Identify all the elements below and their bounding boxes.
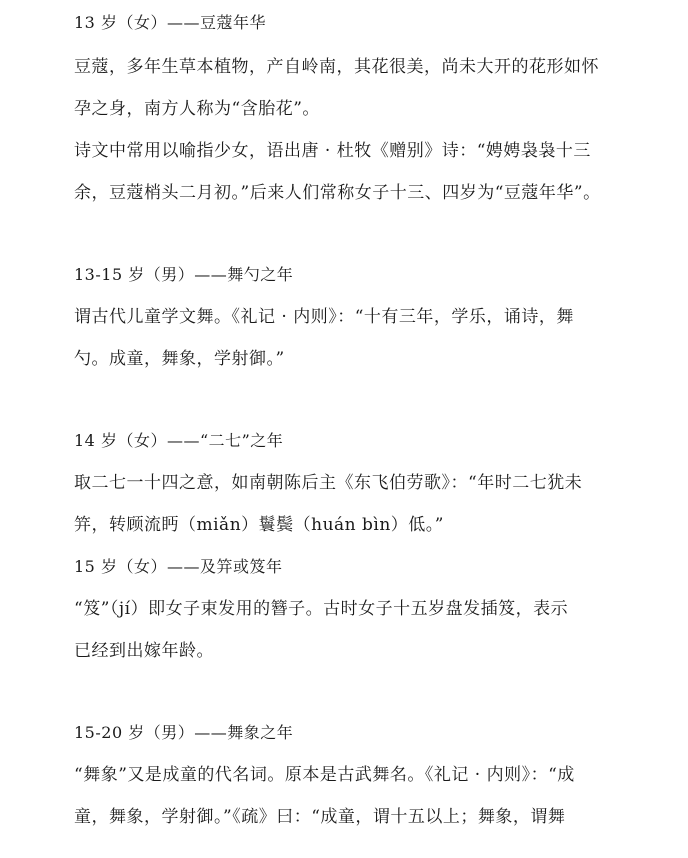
paragraph-line: 豆蔻，多年生草本植物，产自岭南，其花很美，尚未大开的花形如怀: [74, 57, 599, 77]
paragraph-line: 余，豆蔻梢头二月初。”后来人们常称女子十三、四岁为“豆蔻年华”。: [74, 183, 601, 203]
paragraph-line: “舞象”又是成童的代名词。原本是古武舞名。《礼记 · 内则》：“成: [74, 765, 575, 785]
paragraph-line: 取二七一十四之意，如南朝陈后主《东飞伯劳歌》：“年时二七犹未: [74, 473, 583, 493]
section-heading: 15 岁（女）——及笄或笈年: [74, 557, 283, 576]
paragraph-line: 孕之身，南方人称为“含胎花”。: [74, 99, 320, 119]
section-heading: 15-20 岁（男）——舞象之年: [74, 723, 294, 742]
section-heading: 13-15 岁（男）——舞勺之年: [74, 265, 294, 284]
paragraph-line: 笄，转顾流眄（miǎn）鬟鬓（huán bìn）低。”: [74, 515, 444, 535]
paragraph-line: 童，舞象，学射御。”《疏》曰：“成童，谓十五以上；舞象，谓舞: [74, 807, 566, 827]
paragraph-line: 谓古代儿童学文舞。《礼记 · 内则》：“十有三年，学乐，诵诗，舞: [74, 307, 574, 327]
paragraph-line: 诗文中常用以喻指少女，语出唐 · 杜牧《赠别》诗：“娉娉袅袅十三: [74, 141, 591, 161]
paragraph-line: 已经到出嫁年龄。: [74, 641, 214, 661]
section-heading: 14 岁（女）——“二七”之年: [74, 431, 284, 450]
section-heading: 13 岁（女）——豆蔻年华: [74, 13, 266, 32]
paragraph-line: “笈”（jí）即女子束发用的簪子。古时女子十五岁盘发插笈，表示: [74, 599, 569, 619]
paragraph-line: 勺。成童，舞象，学射御。”: [74, 349, 285, 369]
